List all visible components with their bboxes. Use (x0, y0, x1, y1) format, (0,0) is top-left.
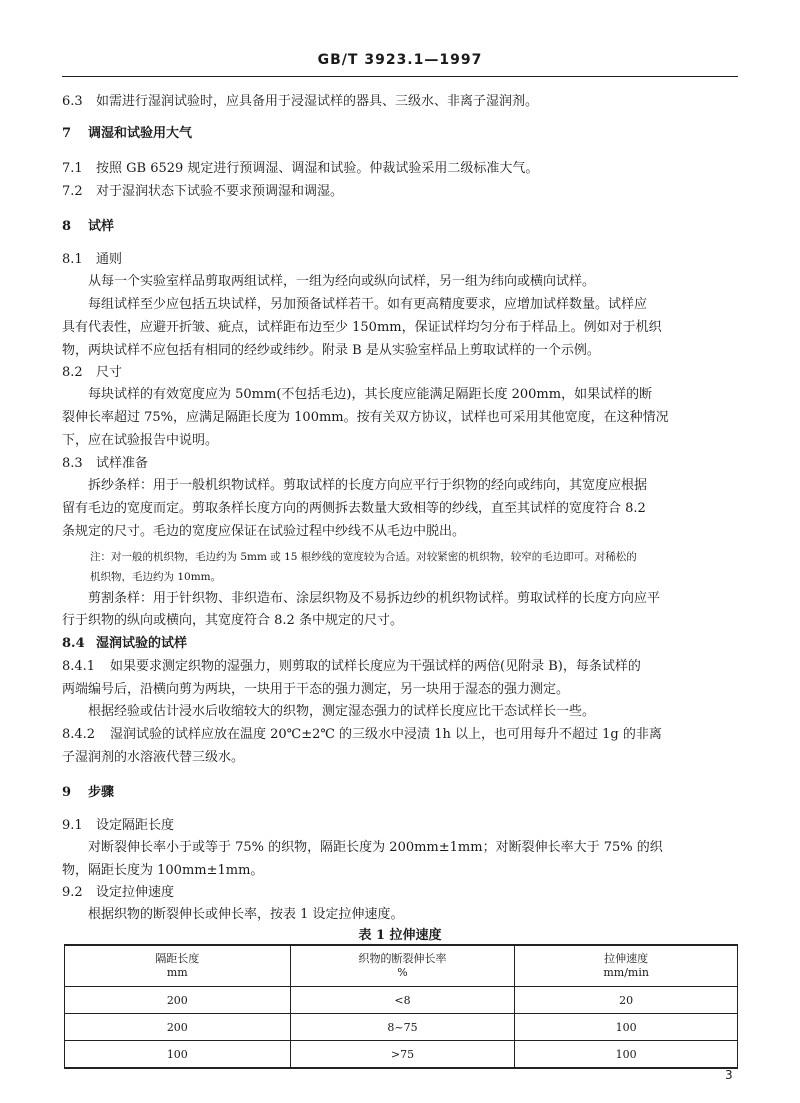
section-8-heading (62, 218, 742, 236)
clause-7-1 (62, 160, 742, 178)
paragraph-line: 每组试样至少应包括五块试样，另加预备试样若干。如有更高精度要求，应增加试样数量。试样应 (88, 297, 648, 312)
paragraph-line: 剪割条样：用于针织物、非织造布、涂层织物及不易拆边纱的机织物试样。剪取试样的长度方向应平 (88, 591, 661, 606)
header-line: 隔距长度 (155, 952, 200, 965)
tensile-speed-table (64, 944, 738, 1069)
clause-number: 8.1 (62, 252, 83, 267)
clause-title: 设定隔距长度 (96, 818, 175, 833)
section-7-heading (62, 125, 742, 143)
table-cell: 100 (515, 1041, 738, 1069)
paragraph-line: 具有代表性，应避开折皱、疵点，试样距布边至少 150mm，保证试样均匀分布于样品上。例如对于机织 (62, 320, 662, 335)
table-cell: 200 (65, 987, 291, 1014)
paragraph-line: 两端编号后，沿横向剪为两块，一块用于干态的强力测定，另一块用于湿态的强力测定。 (62, 682, 570, 697)
clause-8-1-heading (62, 251, 742, 269)
note-line: 机织物，毛边约为 10mm。 (90, 571, 222, 583)
header-line: 织物的断裂伸长率 (358, 952, 447, 965)
header-unit: % (397, 966, 408, 979)
paragraph-line: 拆纱条样：用于一般机织物试样。剪取试样的长度方向应平行于织物的经向或纬向，其宽度应根据 (88, 478, 648, 493)
section-title: 步骤 (88, 785, 115, 800)
clause-6-3 (62, 93, 742, 111)
paragraph-line: 条规定的尺寸。毛边的宽度应保证在试验过程中纱线不从毛边中脱出。 (62, 524, 466, 539)
clause-number: 8.4.2 (62, 727, 96, 742)
header-unit: mm (166, 966, 188, 979)
clause-number: 7.2 (62, 184, 83, 199)
header-gauge-length (65, 945, 291, 987)
table-cell: 200 (65, 1014, 291, 1041)
clause-number: 9.2 (62, 885, 83, 900)
clause-text: 对于湿润状态下试验不要求预调湿和调湿。 (96, 184, 344, 199)
paragraph-line: 留有毛边的宽度而定。剪取条样长度方向的两侧拆去数量大致相等的纱线，直至其试样的宽度符合 8.2 (62, 501, 646, 516)
section-number: 8 (62, 219, 72, 234)
clause-8-3-heading (62, 455, 742, 473)
section-title: 试样 (88, 219, 115, 234)
clause-title: 设定拉伸速度 (96, 885, 175, 900)
paragraph-line: 子湿润剂的水溶液代替三级水。 (62, 750, 245, 765)
clause-number: 7.1 (62, 161, 83, 176)
clause-9-2-heading (62, 884, 742, 902)
standard-code-header: GB/T 3923.1—1997 (317, 52, 483, 68)
clause-number: 8.4 (62, 636, 85, 651)
clause-number: 9.1 (62, 818, 83, 833)
table-cell: 100 (515, 1014, 738, 1041)
table-cell: <8 (290, 987, 515, 1014)
clause-number: 8.3 (62, 456, 83, 471)
paragraph-line: 下，应在试验报告中说明。 (62, 433, 219, 448)
paragraph-line: 物，隔距长度为 100mm±1mm。 (62, 863, 264, 878)
clause-9-1-heading (62, 817, 742, 835)
paragraph-line: 物，两块试样不应包括有相同的经纱或纬纱。附录 B 是从实验室样品上剪取试样的一个示例。 (62, 343, 600, 358)
table-cell: 100 (65, 1041, 291, 1069)
section-title: 调湿和试验用大气 (88, 126, 193, 141)
clause-7-2 (62, 183, 742, 201)
clause-title: 湿润试验的试样 (96, 636, 188, 651)
header-rule (62, 76, 738, 77)
clause-8-4-1 (62, 658, 742, 676)
section-number: 7 (62, 126, 72, 141)
paragraph-line: 裂伸长率超过 75%，应满足隔距长度为 100mm。按有关双方协议，试样也可采用其他宽度，在这种情况 (62, 410, 669, 425)
table-row (65, 1014, 738, 1041)
paragraph-line: 根据经验或估计浸水后收缩较大的织物，测定湿态强力的试样长度应比干态试样长一些。 (88, 704, 596, 719)
note-line: 注：对一般的机织物，毛边约为 5mm 或 15 根纱线的宽度较为合适。对较紧密的机织物，较窄的毛边即可。对稀松的 (90, 551, 637, 563)
paragraph-line: 对断裂伸长率小于或等于 75% 的织物，隔距长度为 200mm±1mm；对断裂伸长率大于 75% 的织 (88, 840, 663, 855)
header-line: 拉伸速度 (604, 952, 649, 965)
table-cell: 8~75 (290, 1014, 515, 1041)
clause-number: 8.4.1 (62, 659, 96, 674)
table-caption: 表 1 拉伸速度 (358, 928, 442, 943)
paragraph-line: 从每一个实验室样品剪取两组试样，一组为经向或纵向试样，另一组为纬向或横向试样。 (88, 274, 596, 289)
section-9-heading (62, 784, 742, 802)
page-number: 3 (725, 1068, 733, 1082)
clause-title: 尺寸 (96, 365, 123, 380)
clause-8-4-2 (62, 726, 742, 744)
table-cell: 20 (515, 987, 738, 1014)
paragraph-line: 每块试样的有效宽度应为 50mm(不包括毛边)，其长度应能满足隔距长度 200mm，如果试样的断 (88, 387, 653, 402)
clause-text: 如果要求测定织物的湿强力，则剪取的试样长度应为干强试样的两倍(见附录 B)，每条试样的 (110, 659, 641, 674)
paragraph-line: 行于织物的纵向或横向，其宽度符合 8.2 条中规定的尺寸。 (62, 613, 403, 628)
clause-number: 8.2 (62, 365, 83, 380)
table-row (65, 1041, 738, 1069)
clause-title: 试样准备 (96, 456, 149, 471)
clause-title: 通则 (96, 252, 123, 267)
clause-number: 6.3 (62, 94, 83, 109)
header-speed (515, 945, 738, 987)
clause-text: 如需进行湿润试验时，应具备用于浸湿试样的器具、三级水、非离子湿润剂。 (96, 94, 539, 109)
table-cell: >75 (290, 1041, 515, 1069)
table-row (65, 987, 738, 1014)
table-header-row (65, 945, 738, 987)
section-number: 9 (62, 785, 72, 800)
paragraph-line: 根据织物的断裂伸长或伸长率，按表 1 设定拉伸速度。 (88, 907, 404, 922)
header-elongation (290, 945, 515, 987)
header-unit: mm/min (603, 966, 649, 979)
clause-text: 按照 GB 6529 规定进行预调湿、调湿和试验。仲裁试验采用二级标准大气。 (96, 161, 539, 176)
clause-8-4-heading (62, 635, 742, 653)
clause-8-2-heading (62, 364, 742, 382)
clause-text: 湿润试验的试样应放在温度 20℃±2℃ 的三级水中浸渍 1h 以上，也可用每升不超过 1g 的非离 (110, 727, 662, 742)
